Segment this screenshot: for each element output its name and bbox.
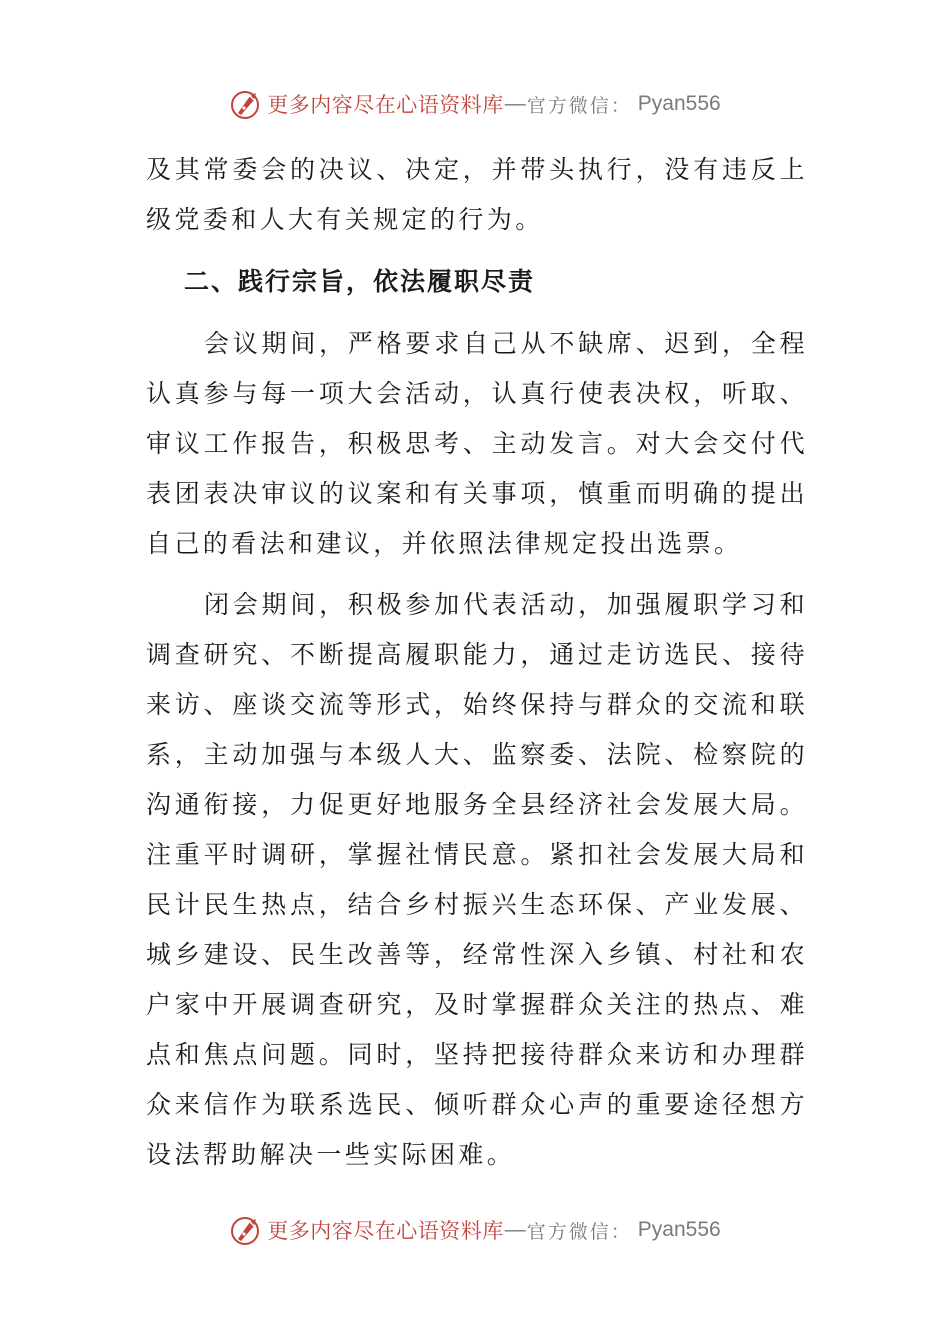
banner-slogan: 更多内容尽在心语资料库 <box>267 93 504 117</box>
paragraph-continued: 及其常委会的决议、决定，并带头执行，没有违反上级党委和人大有关规定的行为。 <box>146 155 808 234</box>
pen-nib-circle-icon <box>229 87 263 121</box>
banner-dash: — <box>504 92 526 115</box>
banner-dash: — <box>504 1218 526 1241</box>
paragraph-meeting-period: 会议期间，严格要求自己从不缺席、迟到，全程认真参与每一项大会活动，认真行使表决权，听取、审议工作报告，积极思考、主动发言。对大会交付代表团表决审议的议案和有关事项，慎重而明确的提出自己的看法和建议，并依照法律规定投出选票。 <box>146 329 808 558</box>
banner-wechat-id: Pyan556 <box>637 92 721 115</box>
section-heading: 二、践行宗旨，依法履职尽责 <box>184 267 536 296</box>
banner-wechat-id: Pyan556 <box>637 1218 721 1241</box>
header-banner <box>0 84 950 124</box>
document-body <box>146 145 808 1180</box>
banner-slogan: 更多内容尽在心语资料库 <box>267 1219 504 1243</box>
paragraph-recess-period: 闭会期间，积极参加代表活动，加强履职学习和调查研究、不断提高履职能力，通过走访选民、接待来访、座谈交流等形式，始终保持与群众的交流和联系，主动加强与本级人大、监察委、法院、检察院的沟通衔接，力促更好地服务全县经济社会发展大局。注重平时调研，掌握社情民意。紧扣社会发展大局和民计民生热点，结合乡村振兴生态环保、产业发展、城乡建设、民生改善等，经常性深入乡镇、村社和农户家中开展调查研究，及时掌握群众关注的热点、难点和焦点问题。同时，坚持把接待群众来访和办理群众来信作为联系选民、倾听群众心声的重要途径想方设法帮助解决一些实际困难。 <box>146 590 808 1169</box>
banner-wechat-label: 官方微信： <box>526 94 632 117</box>
footer-banner <box>0 1210 950 1250</box>
banner-wechat-label: 官方微信： <box>526 1220 632 1243</box>
pen-nib-circle-icon <box>229 1213 263 1247</box>
